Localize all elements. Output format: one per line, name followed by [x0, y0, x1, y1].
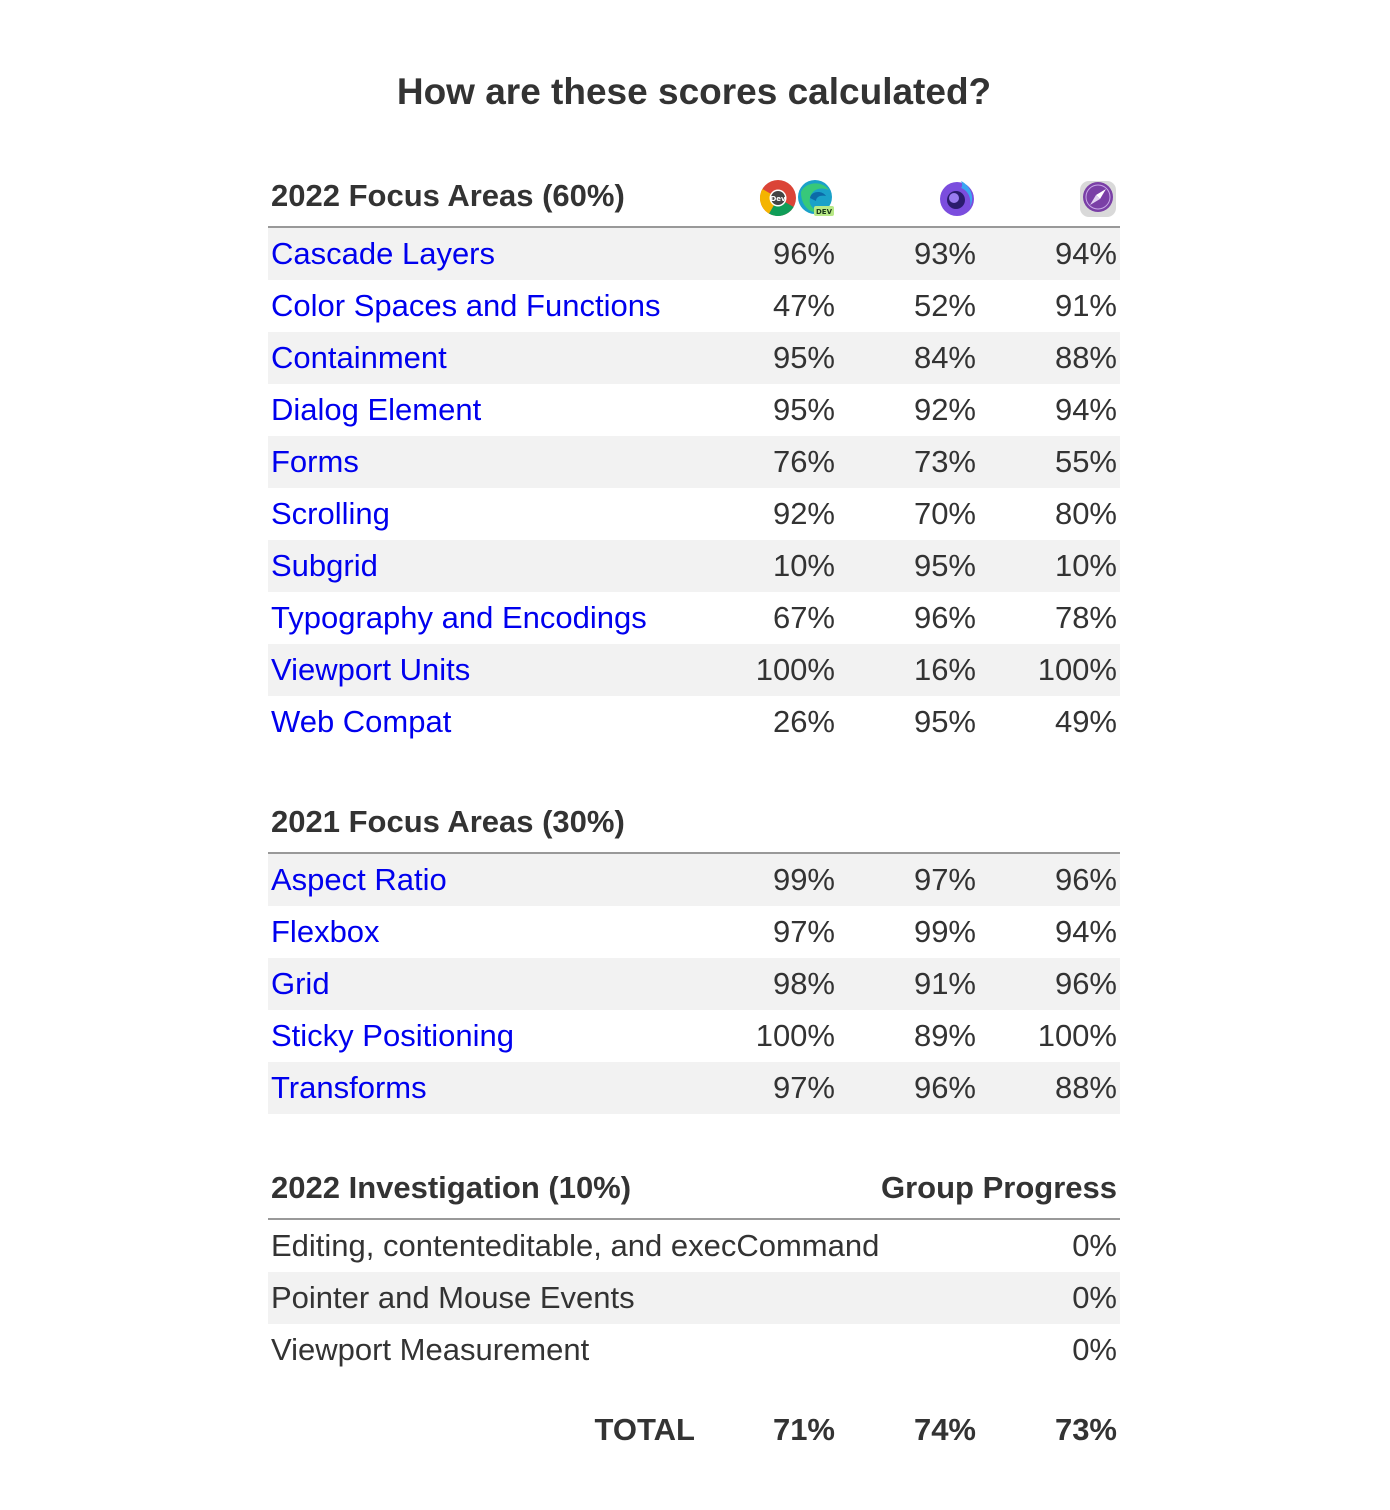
- page-title: How are these scores calculated?: [396, 71, 992, 112]
- focus-area-link[interactable]: Transforms: [271, 1070, 427, 1105]
- group-progress-value: 0%: [1072, 1280, 1117, 1315]
- table-row: [268, 332, 1120, 384]
- focus-2021-table: [268, 802, 1120, 1114]
- investigation-label: Editing, contenteditable, and execCommand: [271, 1228, 880, 1263]
- score-chromium: 26%: [772, 704, 835, 739]
- score-firefox: 73%: [913, 444, 976, 479]
- table-row: [268, 906, 1120, 958]
- score-chromium: 10%: [772, 548, 835, 583]
- table-row: [268, 280, 1120, 332]
- focus-area-link[interactable]: Sticky Positioning: [271, 1018, 514, 1053]
- focus-2022-header: [268, 176, 1120, 228]
- focus-2021-header: [268, 802, 1120, 854]
- group-progress-value: 0%: [1072, 1332, 1117, 1367]
- score-chromium: 100%: [755, 652, 835, 687]
- focus-area-link[interactable]: Scrolling: [271, 496, 390, 531]
- score-safari: 80%: [1054, 496, 1117, 531]
- score-safari: 91%: [1054, 288, 1117, 323]
- score-chromium: 97%: [772, 914, 835, 949]
- score-safari: 96%: [1054, 966, 1117, 1001]
- score-safari: 100%: [1037, 1018, 1117, 1053]
- score-firefox: 96%: [913, 1070, 976, 1105]
- table-row: [268, 958, 1120, 1010]
- table-row: [268, 436, 1120, 488]
- investigation-2022-title: 2022 Investigation (10%): [271, 1170, 632, 1205]
- table-row: [268, 1324, 1120, 1376]
- edge-dev-badge: DEV: [815, 208, 833, 216]
- score-chromium: 96%: [772, 236, 835, 271]
- investigation-label: Viewport Measurement: [271, 1332, 590, 1367]
- score-firefox: 84%: [913, 340, 976, 375]
- score-chromium: 100%: [755, 1018, 835, 1053]
- total-score-safari: 73%: [1054, 1412, 1117, 1447]
- total-score-chromium: 71%: [772, 1412, 835, 1447]
- table-row: [268, 592, 1120, 644]
- table-row: [268, 1272, 1120, 1324]
- score-chromium: 99%: [772, 862, 835, 897]
- score-safari: 100%: [1037, 652, 1117, 687]
- focus-area-link[interactable]: Forms: [271, 444, 359, 479]
- focus-2021-title: 2021 Focus Areas (30%): [271, 804, 625, 839]
- table-row: [268, 1062, 1120, 1114]
- investigation-2022-header: [268, 1168, 1120, 1220]
- table-row: [268, 644, 1120, 696]
- investigation-2022-rows: [268, 1220, 1120, 1376]
- score-firefox: 99%: [913, 914, 976, 949]
- score-chromium: 97%: [772, 1070, 835, 1105]
- score-safari: 78%: [1054, 600, 1117, 635]
- score-safari: 96%: [1054, 862, 1117, 897]
- score-chromium: 67%: [772, 600, 835, 635]
- score-firefox: 91%: [913, 966, 976, 1001]
- score-firefox: 95%: [913, 704, 976, 739]
- chrome-dev-icon: [758, 178, 798, 218]
- focus-area-link[interactable]: Typography and Encodings: [271, 600, 647, 635]
- focus-2022-rows: [268, 228, 1120, 748]
- focus-area-link[interactable]: Containment: [271, 340, 447, 375]
- group-progress-value: 0%: [1072, 1228, 1117, 1263]
- investigation-2022-table: [268, 1168, 1120, 1376]
- score-safari: 94%: [1054, 392, 1117, 427]
- focus-2022-title: 2022 Focus Areas (60%): [271, 178, 625, 213]
- focus-area-link[interactable]: Flexbox: [271, 914, 380, 949]
- focus-area-link[interactable]: Grid: [271, 966, 330, 1001]
- focus-area-link[interactable]: Aspect Ratio: [271, 862, 447, 897]
- safari-technology-preview-icon: [1079, 178, 1117, 218]
- total-score-firefox: 74%: [913, 1412, 976, 1447]
- score-chromium: 98%: [772, 966, 835, 1001]
- score-firefox: 95%: [913, 548, 976, 583]
- focus-area-link[interactable]: Viewport Units: [271, 652, 471, 687]
- score-firefox: 96%: [913, 600, 976, 635]
- score-safari: 88%: [1054, 340, 1117, 375]
- score-safari: 94%: [1054, 236, 1117, 271]
- table-row: [268, 488, 1120, 540]
- score-chromium: 76%: [772, 444, 835, 479]
- score-safari: 10%: [1054, 548, 1117, 583]
- table-row: [268, 1010, 1120, 1062]
- score-chromium: 92%: [772, 496, 835, 531]
- table-row: [268, 384, 1120, 436]
- focus-area-link[interactable]: Dialog Element: [271, 392, 482, 427]
- table-row: [268, 1220, 1120, 1272]
- focus-area-link[interactable]: Cascade Layers: [271, 236, 496, 271]
- score-firefox: 52%: [913, 288, 976, 323]
- focus-area-link[interactable]: Subgrid: [271, 548, 378, 583]
- table-row: [268, 540, 1120, 592]
- score-safari: 49%: [1054, 704, 1117, 739]
- score-firefox: 97%: [913, 862, 976, 897]
- investigation-label: Pointer and Mouse Events: [271, 1280, 635, 1315]
- edge-dev-icon: [796, 178, 836, 218]
- score-firefox: 89%: [913, 1018, 976, 1053]
- table-row: [268, 696, 1120, 748]
- score-chromium: 95%: [772, 392, 835, 427]
- total-row: [268, 1404, 1120, 1456]
- firefox-nightly-icon: [937, 178, 977, 218]
- table-row: [268, 228, 1120, 280]
- score-firefox: 16%: [913, 652, 976, 687]
- score-safari: 94%: [1054, 914, 1117, 949]
- table-row: [268, 854, 1120, 906]
- focus-2022-table: [268, 176, 1120, 748]
- score-firefox: 92%: [913, 392, 976, 427]
- score-chromium: 95%: [772, 340, 835, 375]
- focus-2021-rows: [268, 854, 1120, 1114]
- total-label: TOTAL: [594, 1412, 695, 1447]
- focus-area-link[interactable]: Color Spaces and Functions: [271, 288, 661, 323]
- svg-text:Dev: Dev: [770, 195, 786, 203]
- score-chromium: 47%: [772, 288, 835, 323]
- score-safari: 55%: [1054, 444, 1117, 479]
- score-firefox: 70%: [913, 496, 976, 531]
- group-progress-title: Group Progress: [881, 1170, 1117, 1205]
- score-safari: 88%: [1054, 1070, 1117, 1105]
- focus-area-link[interactable]: Web Compat: [271, 704, 452, 739]
- score-firefox: 93%: [913, 236, 976, 271]
